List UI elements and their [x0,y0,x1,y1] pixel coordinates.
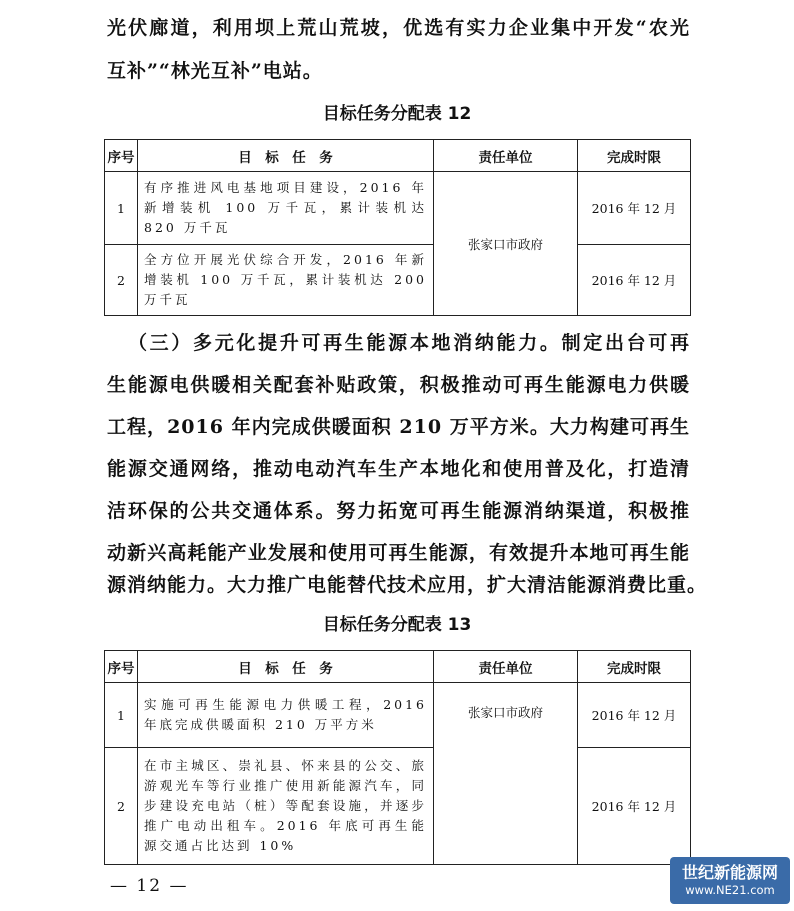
header-no: 序号 [105,651,138,683]
table-title: 目标任务分配表 13 [322,615,472,635]
body-text-line: 工程，2016 年内完成供暖面积 210 万平方米。大力构建可再生 [107,416,690,438]
cell-task: 在市主城区、崇礼县、怀来县的公交、旅游观光车等行业推广使用新能源汽车，同步建设充电站（桩）等配套设施，并逐步推广电动出租车。2016 年底可再生能源交通占比达到 10% [138,748,434,865]
header-unit: 责任单位 [434,651,578,683]
body-text-line: 动新兴高耗能产业发展和使用可再生能源，有效提升本地可再生能 [107,542,690,564]
watermark-logo [670,857,790,904]
cell-unit: 张家口市政府 [434,172,578,316]
cell-no: 1 [105,172,138,245]
cell-no: 2 [105,748,138,865]
header-deadline: 完成时限 [578,140,691,172]
cell-task: 有序推进风电基地项目建设，2016 年新增装机 100 万千瓦，累计装机达 820 万千瓦 [138,172,434,245]
cell-deadline: 2016 年 12 月 [578,748,691,865]
cell-unit: 张家口市政府 [434,683,578,865]
body-text-line: 源消纳能力。大力推广电能替代技术应用，扩大清洁能源消费比重。 [107,574,708,596]
header-deadline: 完成时限 [578,651,691,683]
cell-deadline: 2016 年 12 月 [578,172,691,245]
table-header-row [105,140,691,172]
header-no: 序号 [105,140,138,172]
header-task: 目 标 任 务 [138,140,434,172]
body-text-line: 生能源电供暖相关配套补贴政策，积极推动可再生能源电力供暖 [107,374,690,396]
body-text-line: 互补”“林光互补”电站。 [107,60,323,82]
table-row [105,245,691,316]
body-text-line: 能源交通网络，推动电动汽车生产本地化和使用普及化，打造清 [107,458,690,480]
body-text-line: 洁环保的公共交通体系。努力拓宽可再生能源消纳渠道，积极推 [107,500,690,522]
cell-task: 全方位开展光伏综合开发，2016 年新增装机 100 万千瓦，累计装机达 200 万千瓦 [138,245,434,316]
header-unit: 责任单位 [434,140,578,172]
body-text-line: 光伏廊道，利用坝上荒山荒坡，优选有实力企业集中开发“农光 [107,17,690,39]
cell-task: 实施可再生能源电力供暖工程，2016 年底完成供暖面积 210 万平方米 [138,683,434,748]
header-task: 目 标 任 务 [138,651,434,683]
cell-deadline: 2016 年 12 月 [578,245,691,316]
table-row [105,172,691,245]
table-row [105,683,691,748]
watermark-url: www.NE21.com [685,883,775,897]
body-text-line: （三）多元化提升可再生能源本地消纳能力。制定出台可再 [128,332,690,354]
table-row [105,748,691,865]
cell-deadline: 2016 年 12 月 [578,683,691,748]
watermark-name: 世纪新能源网 [681,863,778,882]
task-table-13 [104,650,691,865]
cell-no: 2 [105,245,138,316]
table-header-row [105,651,691,683]
table-title: 目标任务分配表 12 [322,104,472,124]
page-number: — 12 — [110,876,189,896]
task-table-12 [104,139,691,316]
cell-no: 1 [105,683,138,748]
